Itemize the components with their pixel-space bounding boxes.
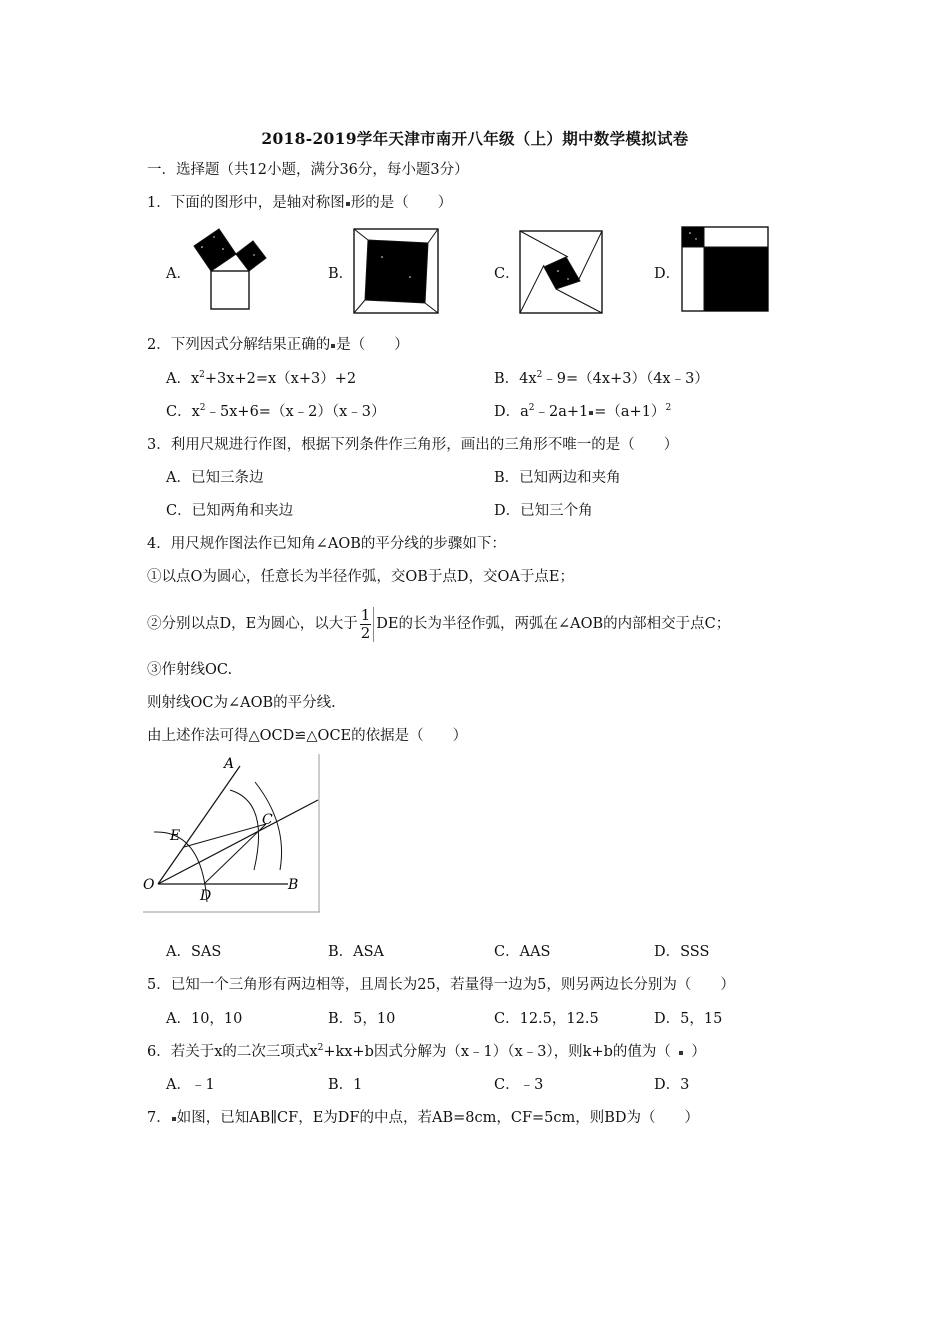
speck-mark xyxy=(679,1051,683,1055)
q4-angle-bisector-figure xyxy=(140,752,322,914)
q6-option-b[interactable]: B．1 xyxy=(328,1077,363,1093)
q7-stem: 7． 如图，已知AB∥CF，E为DF的中点，若AB=8cm，CF=5cm，则BD为（ ） xyxy=(147,1110,700,1126)
q4-stem: 4．用尺规作图法作已知角∠AOB的平分线的步骤如下： xyxy=(147,536,506,552)
label-d: D xyxy=(200,888,212,904)
q4-step-3: ③作射线OC. xyxy=(147,662,233,678)
label-e: E xyxy=(170,828,181,844)
q6-option-a[interactable]: A．﹣1 xyxy=(166,1077,215,1093)
q2-option-b[interactable]: B．$4x^2﹣9=(4x+3)(4x﹣3)$ xyxy=(494,370,709,387)
q5-option-a[interactable]: A．10，10 xyxy=(166,1011,243,1027)
q2-option-d[interactable]: D．$a^2﹣2a+1 =(a+1)^2$ xyxy=(494,403,672,420)
speck-mark xyxy=(331,344,335,348)
label-c: C xyxy=(262,812,273,828)
q3-option-d[interactable]: D．已知三个角 xyxy=(494,503,593,519)
q1-option-a-label: A． xyxy=(166,266,191,282)
q1-figure-b xyxy=(352,227,442,317)
q1-figure-d xyxy=(680,225,772,315)
fraction-one-half: $\frac{1}{2}$ xyxy=(360,607,375,642)
q5-option-d[interactable]: D．5，15 xyxy=(654,1011,723,1027)
q3-option-c[interactable]: C．已知两角和夹边 xyxy=(166,503,294,519)
q6-option-d[interactable]: D．3 xyxy=(654,1077,690,1093)
label-a: A xyxy=(224,756,235,772)
q4-option-c[interactable]: C．AAS xyxy=(494,944,551,960)
q4-conclusion: 则射线OC为∠AOB的平分线. xyxy=(147,695,336,711)
q4-question: 由上述作法可得△OCD≌△OCE的依据是（ ） xyxy=(147,728,468,744)
label-b: B xyxy=(288,877,299,893)
speck-mark xyxy=(589,411,593,415)
q3-option-b[interactable]: B．已知两边和夹角 xyxy=(494,470,621,486)
q3-stem: 3．利用尺规进行作图，根据下列条件作三角形，画出的三角形不唯一的是（ ） xyxy=(147,437,679,453)
q1-option-c-label: C． xyxy=(494,266,520,282)
q4-step-2: ②分别以点D，E为圆心，以大于 $\frac{1}{2}$ DE的长为半径作弧，两弧在∠AOB的内部相交于点C； xyxy=(147,605,731,642)
q1-option-b-label: B． xyxy=(328,266,354,282)
q5-option-c[interactable]: C．12.5，12.5 xyxy=(494,1011,599,1027)
speck-mark xyxy=(172,1117,176,1121)
q1-figure-a xyxy=(190,227,280,317)
q4-option-d[interactable]: D．SSS xyxy=(654,944,710,960)
q5-stem: 5．已知一个三角形有两边相等，且周长为25，若量得一边为5，则另两边长分别为（ ） xyxy=(147,977,735,993)
q1-figure-c xyxy=(518,227,608,317)
q6-stem: 6．若关于x的二次三项式$x^2+kx+b$因式分解为（x﹣1）（x﹣3），则k+b的值为（ ） xyxy=(147,1043,706,1060)
speck-mark xyxy=(346,202,350,206)
q2-option-a[interactable]: A．$x^2+3x+2=x(x+3)+2$ xyxy=(166,370,357,387)
q6-option-c[interactable]: C．﹣3 xyxy=(494,1077,544,1093)
q4-option-a[interactable]: A．SAS xyxy=(166,944,222,960)
q2-option-c[interactable]: C．$x^2﹣5x+6=(x﹣2)(x﹣3)$ xyxy=(166,403,386,420)
q4-option-b[interactable]: B．ASA xyxy=(328,944,385,960)
q4-step-1: ①以点O为圆心，任意长为半径作弧，交OB于点D，交OA于点E； xyxy=(147,569,574,585)
q1-option-d-label: D． xyxy=(654,266,681,282)
label-o: O xyxy=(143,877,155,893)
q5-option-b[interactable]: B．5，10 xyxy=(328,1011,396,1027)
q3-option-a[interactable]: A．已知三条边 xyxy=(166,470,264,486)
section-heading: 一．选择题（共12小题，满分36分，每小题3分） xyxy=(147,162,469,178)
q1-stem: 1．下面的图形中，是轴对称图 形的是（ ） xyxy=(147,195,453,211)
page-title: 2018-2019学年天津市南开八年级（上）期中数学模拟试卷 xyxy=(261,129,689,148)
q2-stem: 2．下列因式分解结果正确的 是（ ） xyxy=(147,337,409,353)
